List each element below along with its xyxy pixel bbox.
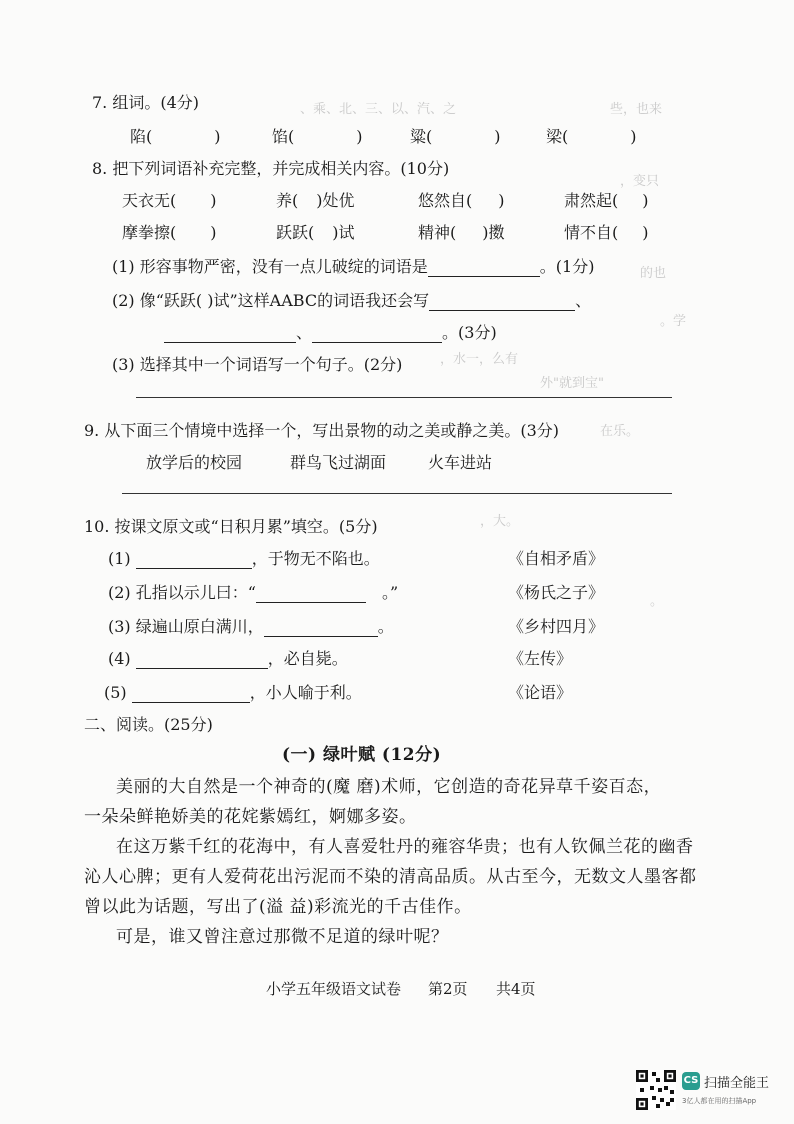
reading-para2-line1: 在这万紫千红的花海中，有人喜爱牡丹的雍容华贵；也有人钦佩兰花的幽香 (116, 837, 694, 857)
q8-sub2-answer-2[interactable] (164, 326, 296, 343)
q8-idiom-1: 天衣无( ) (122, 191, 217, 210)
footer-page: 第2页 (428, 980, 468, 998)
q10-blank-5[interactable] (132, 686, 250, 703)
q10-blank-4[interactable] (136, 652, 268, 669)
q10-blank-3[interactable] (264, 620, 378, 637)
reading-title: (一) 绿叶赋 (12分) (282, 745, 442, 765)
reading-para2-line3: 曾以此为话题，写出了(溢 益)彩流光的千古佳作。 (84, 897, 472, 917)
q10-source-1: 《自相矛盾》 (508, 549, 605, 568)
reading-para1-line1: 美丽的大自然是一个神奇的(魔 磨)术师，它创造的奇花异草千姿百态， (116, 777, 662, 797)
q10-title: 10. 按课文原文或“日积月累”填空。(5分) (84, 517, 378, 536)
q8-sub2-answer-3[interactable] (312, 326, 442, 343)
q7-word-2: 馅( ) (272, 127, 363, 146)
q8-sub2-answer-1[interactable] (429, 294, 575, 311)
reading-para2-line2: 沁人心脾；更有人爱荷花出污泥而不染的清高品质。从古至今，无数文人墨客都 (84, 867, 697, 887)
q10-line-2: (2) 孔指以示儿曰：“ 。” (108, 583, 399, 602)
qr-code-icon (636, 1070, 676, 1110)
q10-line-3: (3) 绿遍山原白满川， 。 (108, 617, 394, 636)
camscanner-logo-icon: CS (682, 1072, 700, 1090)
q8-sub3: (3) 选择其中一个词语写一个句子。(2分) (112, 355, 403, 374)
q10-source-2: 《杨氏之子》 (508, 583, 605, 602)
q9-answer-line[interactable] (122, 493, 672, 494)
q7-word-4: 梁( ) (546, 127, 637, 146)
section2-title: 二、阅读。(25分) (84, 715, 213, 734)
q9-option-1: 放学后的校园 (146, 453, 243, 472)
q10-line-4: (4) ，必自毙。 (108, 649, 348, 668)
q9-title: 9. 从下面三个情境中选择一个，写出景物的动之美或静之美。(3分) (84, 421, 560, 440)
reading-para1-line2: 一朵朵鲜艳娇美的花姹紫嫣红，婀娜多姿。 (84, 807, 417, 827)
q8-sub2: (2) 像“跃跃( )试”这样AABC的词语我还会写 、 (112, 291, 592, 310)
q9-option-2: 群鸟飞过湖面 (290, 453, 387, 472)
q10-source-4: 《左传》 (508, 649, 573, 668)
reading-para3: 可是，谁又曾注意过那微不足道的绿叶呢？ (116, 927, 449, 947)
watermark-brand: 扫描全能王 (704, 1076, 770, 1091)
q7-title: 7. 组词。(4分) (92, 93, 200, 112)
q8-idiom-3: 悠然自( ) (418, 191, 505, 210)
q8-sub2-cont: 、 。(3分) (164, 320, 497, 343)
q8-idiom-2: 养( )处优 (276, 191, 355, 210)
q8-idiom-7: 精神( )擞 (418, 223, 505, 242)
q7-word-1: 陷( ) (130, 127, 221, 146)
q10-line-1: (1) ，于物无不陷也。 (108, 549, 380, 568)
q8-sub1-answer[interactable] (428, 260, 540, 277)
watermark-sub: 3亿人都在用的扫描App (682, 1097, 757, 1105)
q8-idiom-4: 肃然起( ) (564, 191, 649, 210)
q8-idiom-8: 情不自( ) (564, 223, 649, 242)
q10-blank-1[interactable] (136, 552, 252, 569)
exam-page: 、乘、北、三、以、汽、之 些，也来 ，变只 的也 。学 ，水一，么有 外"就到宝" 在乐。 ，大。 。 7. 组词。(4分) 陷( ) 馅( ) 粱( ) 梁( ) 8. 把下列词语补充完整，并完成相关内容。(10分) 天衣无( ) 养( )处优 悠然自( ) 肃然起( ) 摩拳擦( ) 跃跃( )试 精神( )擞 情不自( ) (1) 形容事物严密，没有一点儿破绽的词语是 。(1分) (2) 像“跃跃( )试”这样AABC的词语我还会写 、 、 。(3分) (3) 选择其中一个词语写一个句子。(2分) 9. 从下面三个情境中选择一个，写出景物的动之美或静之美。(3分) 放学后的校园 群鸟飞过湖面 火车进站 10. 按课文原文或“日积月累”填空。(5分) (1) ，于物无不陷也。 《自相矛盾》 (2) 孔指以示儿曰：“ 。” 《杨氏之子》 (3) 绿遍山原白满川， 。 《乡村四月》 (4) ，必自毙。 《左传》 (5) ，小人喻于利。 《论语》 二、阅读。(25分) (一) 绿叶赋 (12分) 美丽的大自然是一个神奇的(魔 磨)术师，它创造的奇花异草千姿百态， 一朵朵鲜艳娇美的花姹紫嫣红，婀娜多姿。 在这万紫千红的花海中，有人喜爱牡丹的雍容华贵；也有人钦佩兰花的幽香 沁人心脾；更有人爱荷花出污泥而不染的清高品质。从古至今，无数文人墨客都 曾以此为话题，写出了(溢 益)彩流光的千古佳作。 可是，谁又曾注意过那微不足道的绿叶呢？ 小学五年级语文试卷 第2页 共4页 CS 扫描全能王 3亿人都在用的扫描App (0, 0, 794, 1124)
q8-idiom-5: 摩拳擦( ) (122, 223, 217, 242)
q9-option-3: 火车进站 (428, 453, 493, 472)
q10-line-5: (5) ，小人喻于利。 (104, 683, 362, 702)
q8-idiom-6: 跃跃( )试 (276, 223, 355, 242)
footer-total: 共4页 (496, 980, 536, 998)
q10-source-5: 《论语》 (508, 683, 573, 702)
q10-blank-2[interactable] (256, 586, 366, 603)
footer-exam-name: 小学五年级语文试卷 (266, 980, 402, 998)
q8-sub3-answer-line[interactable] (136, 397, 672, 398)
q8-sub1: (1) 形容事物严密，没有一点儿破绽的词语是 。(1分) (112, 257, 595, 276)
q10-source-3: 《乡村四月》 (508, 617, 605, 636)
q8-title: 8. 把下列词语补充完整，并完成相关内容。(10分) (92, 159, 450, 178)
q7-word-3: 粱( ) (410, 127, 501, 146)
